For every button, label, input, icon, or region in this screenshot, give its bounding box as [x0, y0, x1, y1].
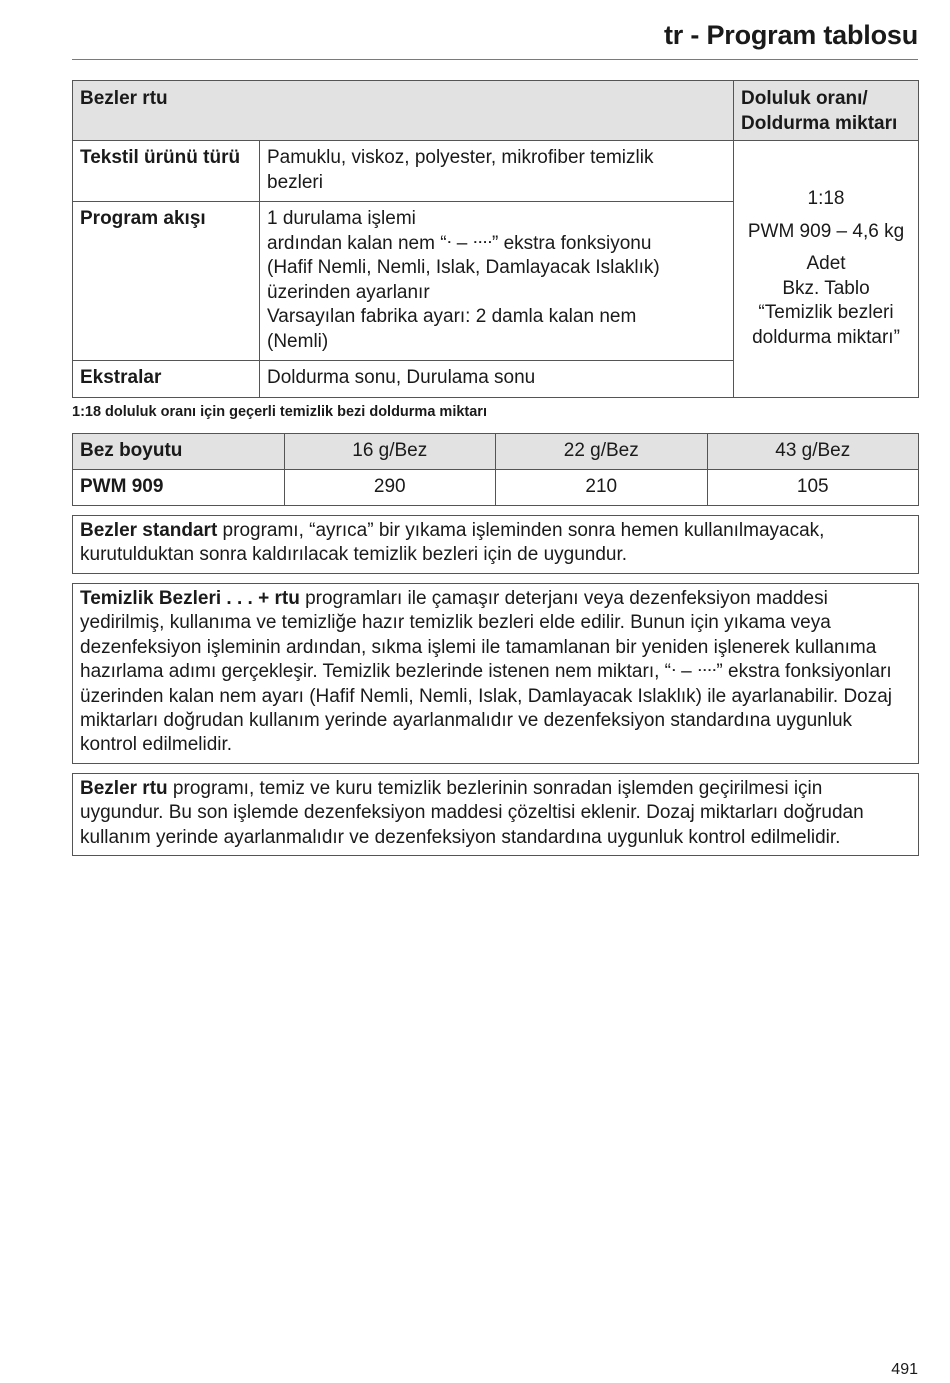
load-reference: doldurma miktarı” [752, 326, 900, 348]
cloth-size-table [72, 433, 919, 506]
column-header: 43 g/Bez [707, 434, 919, 470]
note-text: programları ile çamaşır deterjanı veya dezenfeksiyon maddesi yedirilmiş, kullanıma ve temizliğe hazır temizlik bezleri elde edilir. Bunun için yıkama veya dezenfeksiyon işleminin ardından, sıkma işlemi ile tamamlanan bir yeniden işlenerek kullanıma hazırlama adımı gerçekleşir. Temizlik bezlerinde istenen nem miktarı, “ᐧ – ᐧᐧᐧᐧ” ekstra fonksiyonları üzerinden kalan nem ayarı (Hafif Nemli, Nemli, Islak, Damlayacak Islaklık) ile ayarlanabilir. Dozaj miktarları doğrudan kullanım yerinde ayarlanmalıdır ve dezenfeksiyon standardına uygunluk kontrol edilmelidir. [80, 588, 893, 756]
note-program-name: Temizlik Bezleri . . . + rtu [80, 588, 300, 609]
program-table-header-row [73, 81, 919, 141]
table-row [73, 470, 919, 506]
load-ratio-header [734, 81, 919, 141]
load-weight: PWM 909 – 4,6 kg [747, 220, 905, 242]
table-cell: PWM 909 [73, 470, 285, 506]
row-line: ardından kalan nem “ᐧ – ᐧᐧᐧᐧ” ekstra fonksiyonu [267, 232, 652, 254]
load-header-line1: Doluluk oranı/ [741, 88, 868, 109]
row-value [260, 141, 734, 202]
page-number: 491 [891, 1361, 918, 1378]
note-box [72, 583, 919, 764]
row-line: (Nemli) [267, 330, 329, 352]
table-cell: 105 [707, 470, 919, 506]
table-cell: 290 [284, 470, 496, 506]
table-cell: 210 [496, 470, 708, 506]
row-value [260, 202, 734, 361]
row-line: (Hafif Nemli, Nemli, Islak, Damlayacak Islaklık) [267, 257, 660, 278]
row-line: Pamuklu, viskoz, polyester, mikrofiber temizlik [267, 147, 654, 168]
load-info [734, 141, 919, 398]
load-ratio: 1:18 [807, 188, 845, 210]
column-header: 16 g/Bez [284, 434, 496, 470]
note-program-name: Bezler rtu [80, 778, 168, 799]
note-program-name: Bezler standart [80, 520, 218, 541]
row-label: Tekstil ürünü türü [73, 141, 260, 202]
program-name: Bezler rtu [73, 81, 734, 141]
note-text: programı, temiz ve kuru temizlik bezlerinin sonradan işlemden geçirilmesi için uygundur. Bu son işlemde dezenfeksiyon maddesi çözeltisi eklenir. Dozaj miktarları doğrudan kullanım yerinde ayarlanmalıdır ve dezenfeksiyon standardına uygunluk kontrol edilmelidir. [80, 778, 864, 848]
column-header: Bez boyutu [73, 434, 285, 470]
row-line: Varsayılan fabrika ayarı: 2 damla kalan nem [267, 306, 637, 327]
table-header-row [73, 434, 919, 470]
load-unit: Adet [806, 253, 846, 275]
program-table [72, 80, 919, 398]
row-label: Program akışı [73, 202, 260, 361]
row-label: Ekstralar [73, 361, 260, 398]
header-divider [72, 59, 918, 60]
column-header: 22 g/Bez [496, 434, 708, 470]
note-box [72, 773, 919, 856]
row-line: üzerinden ayarlanır [267, 281, 430, 303]
table-row [73, 141, 919, 202]
size-table-caption: 1:18 doluluk oranı için geçerli temizlik bezi doldurma miktarı [72, 404, 487, 420]
row-value [260, 361, 734, 398]
page-title: tr - Program tablosu [663, 20, 918, 50]
row-line: 1 durulama işlemi [267, 208, 416, 229]
row-line: Doldurma sonu, Durulama sonu [267, 367, 536, 388]
load-header-line2: Doldurma miktarı [741, 112, 898, 134]
load-reference: “Temizlik bezleri [758, 302, 894, 324]
note-box [72, 515, 919, 574]
note-text: programı, “ayrıca” bir yıkama işleminden sonra hemen kullanılmayacak, kurutulduktan sonra kaldırılacak temizlik bezleri için de uygundur. [80, 520, 825, 566]
load-reference: Bkz. Tablo [782, 277, 870, 299]
row-line: bezleri [267, 171, 323, 193]
